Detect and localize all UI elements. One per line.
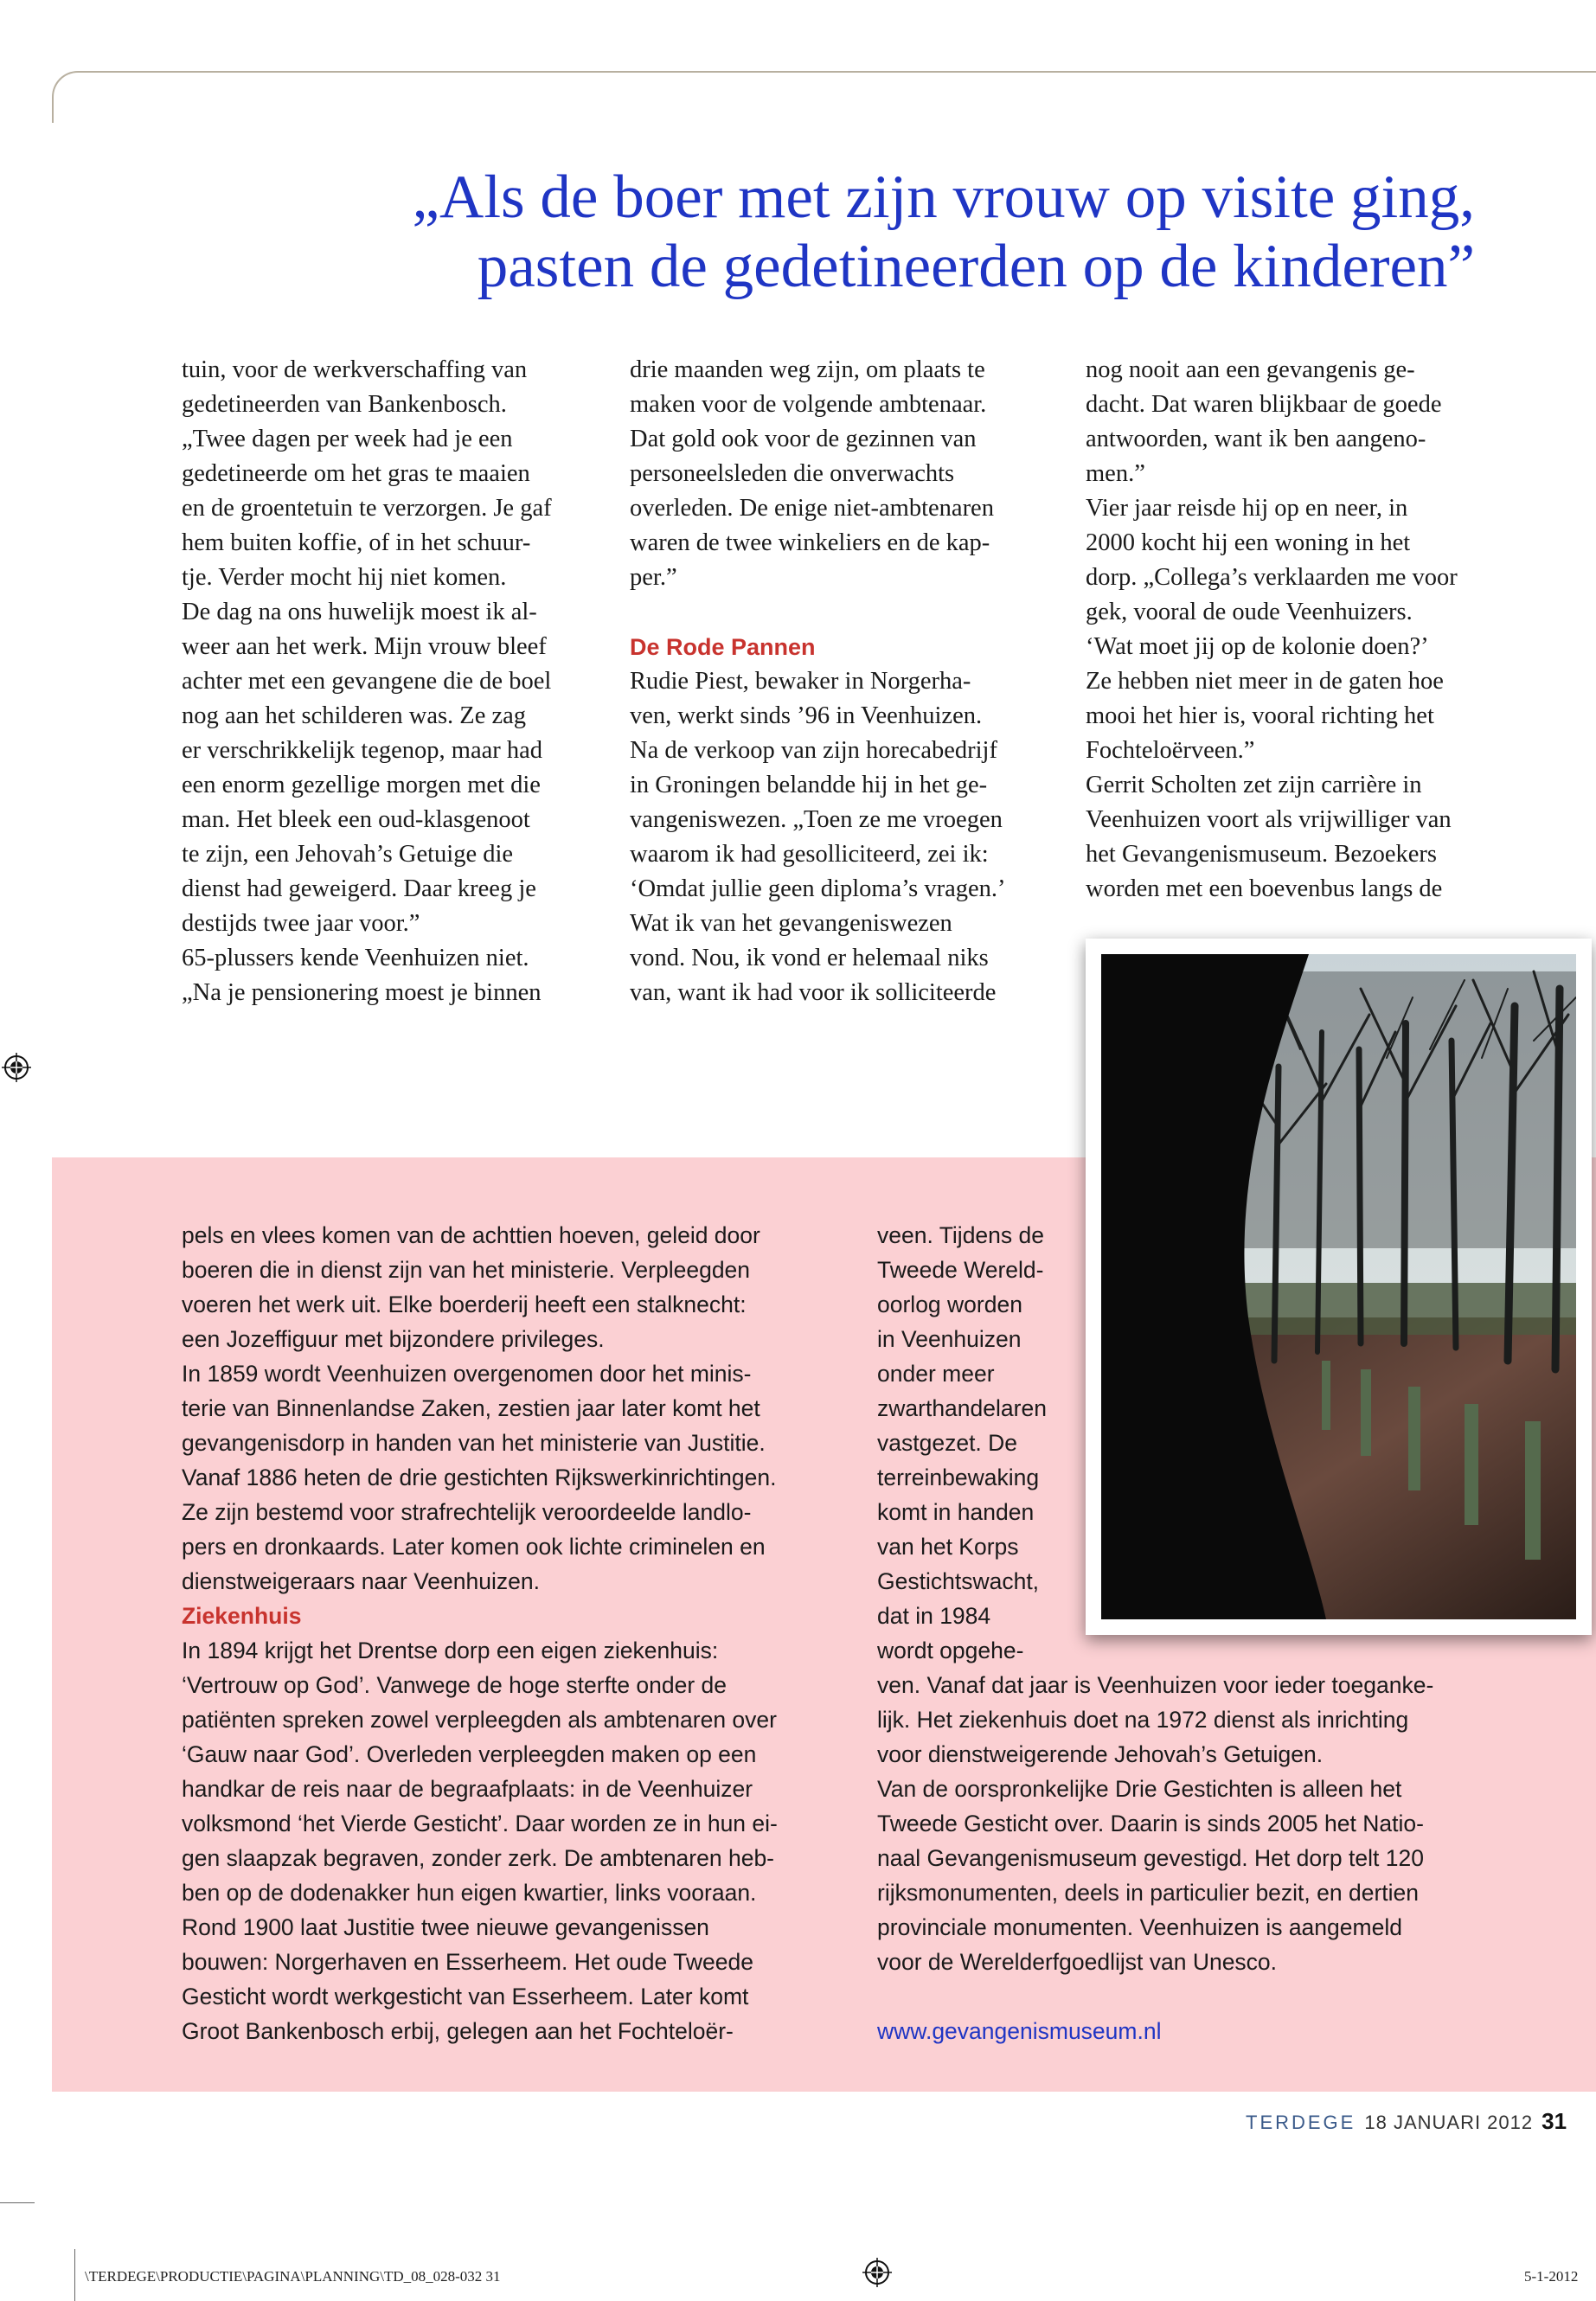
text-line: in Veenhuizen	[877, 1326, 1022, 1352]
text-line: ven, werkt sinds ’96 in Veenhuizen.	[630, 702, 983, 729]
crop-mark	[0, 2202, 35, 2203]
crop-mark	[74, 2249, 75, 2301]
text-line: „Na je pensionering moest je binnen	[182, 979, 542, 1006]
text-line: Van de oorspronkelijke Drie Gestichten is alleen het	[877, 1776, 1402, 1802]
museum-link[interactable]: www.gevangenismuseum.nl	[877, 2018, 1162, 2044]
text-line: waarom ik had gesolliciteerd, zei ik:	[630, 841, 989, 868]
text-line: Rond 1900 laat Justitie twee nieuwe gevangenissen	[182, 1914, 709, 1940]
text-line: komt in handen	[877, 1499, 1035, 1525]
text-line: bouwen: Norgerhaven en Esserheem. Het oude Tweede	[182, 1949, 753, 1975]
magazine-name: TERDEGE	[1246, 2112, 1356, 2133]
text-line: Gestichtswacht,	[877, 1568, 1040, 1594]
text-line: Dat gold ook voor de gezinnen van	[630, 426, 977, 452]
text-line: ‘Wat moet jij op de kolonie doen?’	[1086, 633, 1429, 660]
sidebar-column-1	[182, 1218, 874, 2048]
text-line: Ze hebben niet meer in de gaten hoe	[1086, 668, 1444, 695]
text-line: personeelsleden die onverwachts	[630, 460, 955, 487]
text-line: 65-plussers kende Veenhuizen niet.	[182, 945, 529, 971]
text-line: Tweede Gesticht over. Daarin is sinds 2005 het Natio-	[877, 1811, 1424, 1836]
text-line: tje. Verder mocht hij niet komen.	[182, 564, 507, 591]
cemetery-photo	[1086, 939, 1592, 1635]
text-line: terie van Binnenlandse Zaken, zestien jaar later komt het	[182, 1395, 760, 1421]
pull-quote-line: pasten de gedetineerden op de kinderen”	[477, 233, 1475, 300]
pull-quote	[329, 163, 1475, 301]
text-line: Na de verkoop van zijn horecabedrijf	[630, 737, 997, 764]
text-line: man. Het bleek een oud-klasgenoot	[182, 806, 530, 833]
text-line: te zijn, een Jehovah’s Getuige die	[182, 841, 514, 868]
text-line: lijk. Het ziekenhuis doet na 1972 dienst als inrichting	[877, 1707, 1409, 1733]
text-line: voor dienstweigerende Jehovah’s Getuigen.	[877, 1741, 1324, 1767]
text-line: Veenhuizen voort als vrijwilliger van	[1086, 806, 1452, 833]
slug-path: \TERDEGE\PRODUCTIE\PAGINA\PLANNING\TD_08_028-032 31	[85, 2268, 501, 2285]
text-line: dacht. Dat waren blijkbaar de goede	[1086, 391, 1442, 418]
article-column-2-top	[630, 353, 1062, 595]
sidebar-column-1-bottom	[182, 1633, 874, 2048]
text-line: het Gevangenismuseum. Bezoekers	[1086, 841, 1437, 868]
section-heading: De Rode Pannen	[630, 634, 816, 660]
text-line: onder meer	[877, 1361, 995, 1387]
text-line: overleden. De enige niet-ambtenaren	[630, 495, 994, 522]
text-line: oorlog worden	[877, 1292, 1022, 1317]
text-line: waren de twee winkeliers en de kap-	[630, 529, 990, 556]
text-line: boeren die in dienst zijn van het ministerie. Verpleegden	[182, 1257, 751, 1283]
registration-mark-icon	[862, 2258, 892, 2287]
text-line: rijksmonumenten, deels in particulier bezit, en dertien	[877, 1880, 1420, 1906]
text-line: destijds twee jaar voor.”	[182, 910, 420, 937]
page-number: 31	[1542, 2108, 1567, 2134]
text-line: nog nooit aan een gevangenis ge-	[1086, 356, 1415, 383]
text-line: In 1859 wordt Veenhuizen overgenomen door het minis-	[182, 1361, 752, 1387]
text-line: ben op de dodenakker hun eigen kwartier, links vooraan.	[182, 1880, 757, 1906]
text-line: Gesticht wordt werkgesticht van Esserheem. Later komt	[182, 1984, 749, 2009]
registration-mark-icon	[2, 1053, 31, 1082]
cemetery-photo-image	[1101, 954, 1576, 1619]
text-line: antwoorden, want ik ben aangeno-	[1086, 426, 1426, 452]
text-line: zwarthandelaren	[877, 1395, 1047, 1421]
text-line: van het Korps	[877, 1534, 1019, 1560]
text-line: 2000 kocht hij een woning in het	[1086, 529, 1411, 556]
text-line: tuin, voor de werkverschaffing van	[182, 356, 528, 383]
text-line: men.”	[1086, 460, 1145, 487]
text-line: gek, vooral de oude Veenhuizers.	[1086, 599, 1413, 625]
text-line: vastgezet. De	[877, 1430, 1018, 1456]
text-line: Ze zijn bestemd voor strafrechtelijk veroordeelde landlo-	[182, 1499, 752, 1525]
sidebar-column-1-top	[182, 1218, 874, 1599]
text-line: naal Gevangenismuseum gevestigd. Het dorp telt 120	[877, 1845, 1424, 1871]
text-line: worden met een boevenbus langs de	[1086, 875, 1443, 902]
pull-quote-line: „Als de boer met zijn vrouw op visite ging,	[412, 163, 1475, 231]
text-line: Groot Bankenbosch erbij, gelegen aan het Fochteloër-	[182, 2018, 734, 2044]
text-line: Rudie Piest, bewaker in Norgerha-	[630, 668, 971, 695]
text-line: mooi het hier is, vooral richting het	[1086, 702, 1434, 729]
text-line: veen. Tijdens de	[877, 1222, 1044, 1248]
article-column-2-bottom	[630, 664, 1062, 1010]
text-line: Vanaf 1886 heten de drie gestichten Rijkswerkinrichtingen.	[182, 1465, 777, 1490]
text-line: In 1894 krijgt het Drentse dorp een eigen ziekenhuis:	[182, 1638, 719, 1663]
text-line: dorp. „Collega’s verklaarden me voor	[1086, 564, 1458, 591]
text-line: ven. Vanaf dat jaar is Veenhuizen voor ieder toeganke-	[877, 1672, 1434, 1698]
text-line: Vier jaar reisde hij op en neer, in	[1086, 495, 1408, 522]
slug-date: 5-1-2012	[1524, 2268, 1579, 2285]
text-line: Tweede Wereld-	[877, 1257, 1044, 1283]
issue-date: 18 JANUARI 2012	[1364, 2112, 1534, 2133]
text-line: dienst had geweigerd. Daar kreeg je	[182, 875, 536, 902]
text-line: een enorm gezellige morgen met die	[182, 772, 541, 798]
text-line: „Twee dagen per week had je een	[182, 426, 513, 452]
text-line: gen slaapzak begraven, zonder zerk. De ambtenaren heb-	[182, 1845, 775, 1871]
text-line: Wat ik van het gevangeniswezen	[630, 910, 952, 937]
text-line: pers en dronkaards. Later komen ook lichte criminelen en	[182, 1534, 766, 1560]
text-line: per.”	[630, 564, 677, 591]
article-column-2	[630, 353, 1062, 1010]
text-line: Gerrit Scholten zet zijn carrière in	[1086, 772, 1422, 798]
text-line: er verschrikkelijk tegenop, maar had	[182, 737, 543, 764]
text-line: voeren het werk uit. Elke boerderij heeft een stalknecht:	[182, 1292, 747, 1317]
article-column-3	[1086, 353, 1535, 907]
text-line: ‘Vertrouw op God’. Vanwege de hoge sterfte onder de	[182, 1672, 727, 1698]
text-line: hem buiten koffie, of in het schuur-	[182, 529, 531, 556]
text-line: van, want ik had voor ik solliciteerde	[630, 979, 997, 1006]
text-line: en de groentetuin te verzorgen. Je gaf	[182, 495, 552, 522]
text-line: gevangenisdorp in handen van het ministerie van Justitie.	[182, 1430, 766, 1456]
text-line: wordt opgehe-	[877, 1638, 1024, 1663]
text-line: volksmond ‘het Vierde Gesticht’. Daar worden ze in hun ei-	[182, 1811, 778, 1836]
text-line: pels en vlees komen van de achttien hoeven, geleid door	[182, 1222, 760, 1248]
text-line: De dag na ons huwelijk moest ik al-	[182, 599, 537, 625]
text-line: gedetineerden van Bankenbosch.	[182, 391, 507, 418]
text-line: achter met een gevangene die de boel	[182, 668, 552, 695]
text-line: nog aan het schilderen was. Ze zag	[182, 702, 527, 729]
text-line: weer aan het werk. Mijn vrouw bleef	[182, 633, 547, 660]
text-line: maken voor de volgende ambtenaar.	[630, 391, 987, 418]
text-line: vond. Nou, ik vond er helemaal niks	[630, 945, 989, 971]
text-line: Fochteloërveen.”	[1086, 737, 1255, 764]
page-footer	[1246, 2108, 1596, 2135]
text-line: in Groningen belandde hij in het ge-	[630, 772, 988, 798]
text-line: handkar de reis naar de begraafplaats: in de Veenhuizer	[182, 1776, 753, 1802]
text-line: dienstweigeraars naar Veenhuizen.	[182, 1568, 540, 1594]
text-line: ‘Gauw naar God’. Overleden verpleegden maken op een	[182, 1741, 757, 1767]
top-rule	[52, 71, 1596, 123]
text-line: patiënten spreken zowel verpleegden als ambtenaren over	[182, 1707, 777, 1733]
text-line: provinciale monumenten. Veenhuizen is aangemeld	[877, 1914, 1402, 1940]
text-line: vangeniswezen. „Toen ze me vroegen	[630, 806, 1003, 833]
text-line: een Jozeffiguur met bijzondere privileges.	[182, 1326, 605, 1352]
article-column-1	[182, 353, 614, 1010]
text-line: terreinbewaking	[877, 1465, 1040, 1490]
text-line: drie maanden weg zijn, om plaats te	[630, 356, 985, 383]
sidebar-heading: Ziekenhuis	[182, 1603, 302, 1629]
text-line: gedetineerde om het gras te maaien	[182, 460, 530, 487]
text-line: voor de Werelderfgoedlijst van Unesco.	[877, 1949, 1278, 1975]
text-line: ‘Omdat jullie geen diploma’s vragen.’	[630, 875, 1006, 902]
text-line: dat in 1984	[877, 1603, 991, 1629]
